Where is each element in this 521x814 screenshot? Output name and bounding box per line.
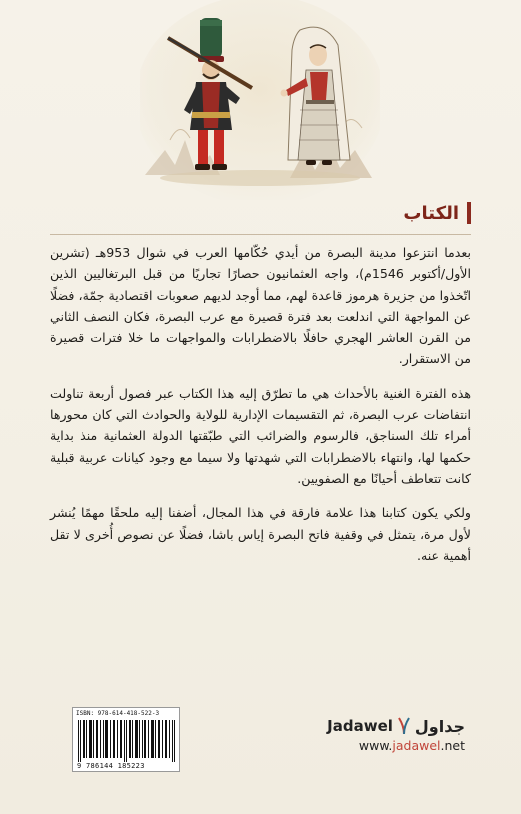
paragraph-3: ولكي يكون كتابنا هذا علامة فارقة في هذا المجال، أضفنا إليه ملحقًا مهمًا يُنشر لأول مرة، يتمثل في وقفية فاتح البصرة إياس باشا، فضلًا عن نصوص أُخرى لا تقل أهمية عنه. bbox=[50, 505, 471, 563]
ottoman-figures-image bbox=[140, 0, 380, 200]
isbn-label: ISBN: 978-614-418-522-3 bbox=[76, 710, 160, 717]
barcode-bars bbox=[77, 720, 177, 762]
publisher-latin-name: Jadawel bbox=[327, 717, 393, 735]
url-prefix: www. bbox=[358, 738, 393, 753]
miniature-illustration bbox=[140, 0, 380, 200]
book-description bbox=[50, 242, 471, 579]
section-heading bbox=[403, 202, 471, 224]
heading-accent-bar bbox=[467, 202, 471, 224]
paragraph-1: بعدما انتزعوا مدينة البصرة من أيدي حُكّامها العرب في شوال 953هـ (تشرين الأول/أكتوبر 1546م)، واجه العثمانيون حصارًا تجاريًا من قبل البرتغاليين الذين اتّخذوا من جزيرة هرموز قاعدة لهم، مما أوجد لديهم صعوبات اقتصادية جمّة، فضلًا عن المواجهة التي اندلعت بعد فترة قصيرة مع عرب البصرة، فكان النصف الثاني من القرن العاشر الهجري حافلًا بالاضطرابات والمواجهات ما خلا فترات قصيرة من الاستقرار. bbox=[50, 245, 471, 367]
barcode-digits: 9 786144 185223 bbox=[77, 762, 145, 770]
jadawel-logo-icon bbox=[397, 716, 411, 736]
heading-divider bbox=[50, 234, 471, 235]
publisher-block bbox=[327, 716, 465, 753]
publisher-website[interactable] bbox=[327, 738, 465, 753]
url-name: jadawel bbox=[392, 738, 441, 753]
isbn-barcode bbox=[72, 707, 180, 772]
publisher-logo bbox=[327, 716, 465, 736]
publisher-arabic-name: جداول bbox=[414, 716, 465, 736]
url-suffix: .net bbox=[440, 738, 465, 753]
paragraph-2: هذه الفترة الغنية بالأحداث هي ما تطرّق إليه هذا الكتاب عبر فصول أربعة تناولت انتفاضات عرب البصرة، ثم التقسيمات الإدارية للولاية والحوادث التي كان محورها أمراء تلك السناجق، فالرسوم والضرائب التي طبّقتها الدولة العثمانية منذ بداية حكمها لها، وانتهاء بالاضطرابات التي شهدتها ولا سيما مع وجود كيانات عربية قبلية كانت تتعاطف أحيانًا مع الصفويين. bbox=[50, 385, 471, 486]
section-title: الكتاب bbox=[403, 202, 459, 224]
